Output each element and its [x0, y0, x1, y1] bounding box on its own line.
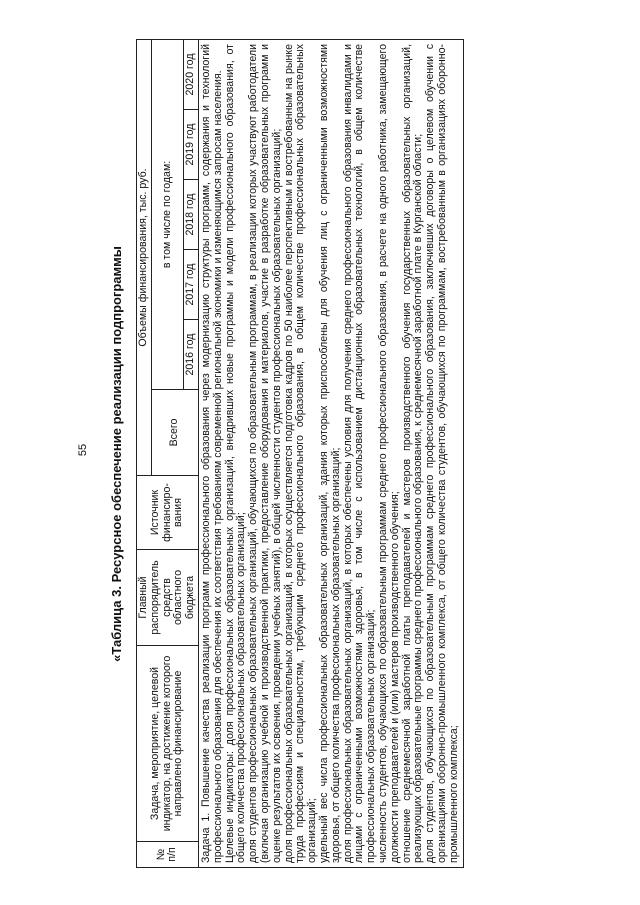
task-paragraph: удельный вес числа профессиональных образовательных организаций, здания которых приспособлены для обучения лиц с ограниченными возможностями здоровья, от общего количества профессиональных образовательных организаций; [317, 43, 342, 863]
header-year: 2020 год [184, 39, 199, 109]
header-volumes: Объемы финансирования, тыс. руб. [137, 39, 152, 475]
header-year: 2019 год [184, 110, 199, 180]
task-paragraph: численность студентов, обучающихся по образовательным программам среднего профессионального образования, в расчете на одного работника, замещающего должности преподавателей и (или) мастеров производственного обучения; [376, 43, 401, 863]
task-paragraph: доля профессиональных образовательных организаций, в которых осуществляется подготовка кадров по 50 наиболее перспективным и востребованным на рынке труда профессиям и специальностям, требующим среднего профессионального образования, в общем количестве профессиональных образовательных организаций; [282, 43, 319, 863]
page-number: 55 [77, 443, 89, 457]
header-year: 2018 год [184, 180, 199, 250]
rotated-page-content [106, 40, 602, 868]
header-year: 2016 год [184, 320, 199, 390]
task-paragraph: доля студентов, обучающихся по образовательным программам среднего профессионального образования, заключивших договоры о целевом обучении с организациями оборонно-промышленного комплекса, от общего количества студентов, обучающихся по программам, востребованным в организациях оборонно-промышленного комплекса; [424, 43, 460, 863]
table-title: «Таблица 3. Ресурсное обеспечение реализации подпрограммы [109, 246, 124, 662]
resource-table [136, 39, 464, 868]
header-row [137, 39, 152, 867]
header-year: 2017 год [184, 250, 199, 320]
task-paragraph: отношение среднемесячной заработной платы преподавателей и мастеров производственного обучения государственных образовательных организаций, реализующих образовательные программы среднего профессионального образования, к среднемесячной заработной плате в Курганской области; [400, 43, 425, 863]
task-description-cell [198, 39, 463, 867]
header-distributor: Главный распорядитель средств областного бюджета [137, 550, 199, 646]
header-by-year: в том числе по годам: [151, 39, 183, 389]
task-paragraph: доля студентов профессиональных образовательных организаций, обучающихся по образовательным программам, в реализации которых участвуют работодатели (включая организацию учебной и производственной практики, предоставление оборудования и материалов, участие в разработке образовательных программ и оценке результатов их освоения, проведении учебных занятий), в общей численности студентов профессиональных образовательных организаций; [247, 43, 283, 863]
task-paragraph: Целевые индикаторы: доля профессиональных образовательных организаций, внедривших новые программы и модели профессионального образования, от общего количества профессиональных образовательных организаций; [223, 43, 248, 863]
header-task: Задача, мероприятие, целевой индикатор, на достижение которого направлено финансирование [137, 646, 199, 842]
header-num: № п/п [137, 842, 199, 868]
header-source: Источник финансиро-вания [137, 476, 199, 550]
header-total: Всего [151, 390, 198, 476]
task-paragraph: Задача 1. Повышение качества реализации программ профессионального образования через модернизацию структуры программ, содержания и технологий профессионального образования для обеспечения их соответствия требованиям современной региональной экономики и изменяющимся запросам населения. [199, 43, 224, 863]
task-paragraph: доля профессиональных образовательных организаций, в которых обеспечены условия для получения среднего профессионального образования инвалидами и лицами с ограниченными возможностями здоровья, в том числе с использованием дистанционных образовательных технологий, в общем количестве профессиональных образовательных организаций; [341, 43, 378, 863]
table-row [198, 39, 463, 867]
